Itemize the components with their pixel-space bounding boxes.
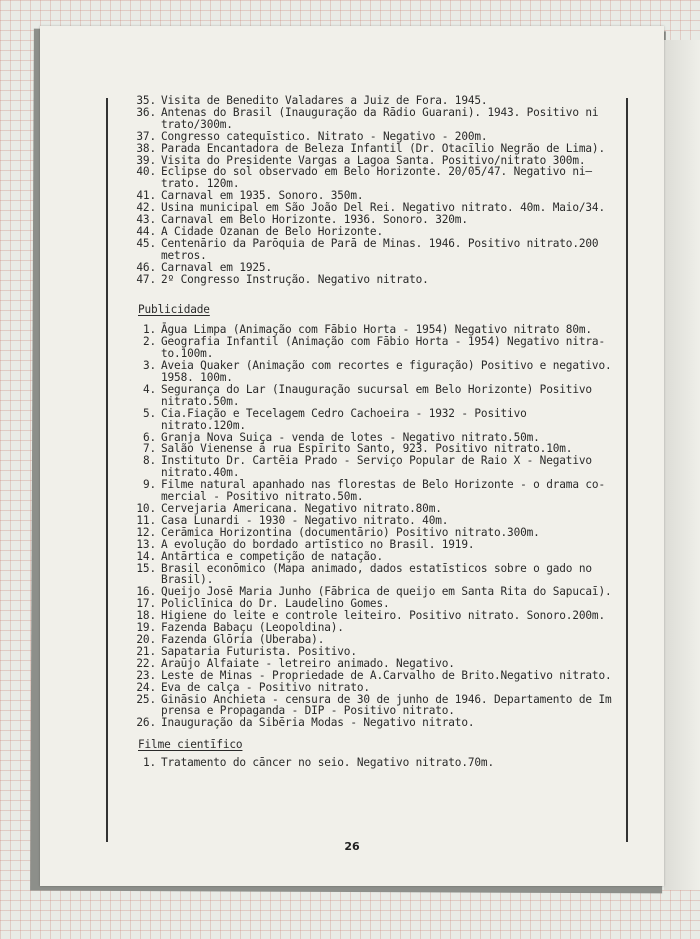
list-item	[134, 757, 618, 769]
item-text: Cerāmica Horizontina (documentārio) Positivo nitrato.300m.	[161, 525, 540, 539]
item-number: 46.	[136, 260, 156, 274]
item-text: Gināsio Anchieta - censura de 30 de junho de 1946. Departamento de Im prensa e Propaganda - DIP - Positivo nitrato.	[161, 692, 612, 718]
item-number: 5.	[142, 406, 156, 420]
item-number: 26.	[136, 716, 156, 730]
item-number: 10.	[136, 502, 156, 515]
list-item	[134, 107, 618, 131]
list-item	[134, 360, 618, 384]
next-page-edge	[664, 40, 700, 890]
list-item	[134, 336, 618, 360]
page-content	[134, 95, 618, 769]
item-text: Filme natural apanhado nas florestas de Belo Horizonte - o drama co- mercial - Positivo nitrato.50m.	[161, 478, 605, 504]
item-text: Āgua Limpa (Animação com Fābio Horta - 1954) Negativo nitrato 80m.	[161, 323, 592, 337]
item-text: Eva de calça - Positivo nitrato.	[161, 680, 370, 694]
item-text: Higiene do leite e controle leiteiro. Positivo nitrato. Sonoro.200m.	[161, 609, 605, 623]
item-text: Aveia Quaker (Animação com recortes e figuração) Positivo e negativo. 1958. 100m.	[161, 359, 612, 385]
item-number: 9.	[142, 478, 156, 492]
item-text: Parada Encantadora de Beleza Infantil (Dr. Otacīlio Negrão de Lima).	[161, 141, 605, 155]
item-number: 39.	[136, 153, 156, 167]
item-number: 35.	[136, 94, 156, 107]
item-text: Sapataria Futurista. Positivo.	[161, 644, 357, 658]
item-number: 21.	[136, 644, 156, 658]
section-heading-filme-cientifico: Filme cientīfico	[138, 738, 243, 752]
item-text: A Cidade Ozanan de Belo Horizonte.	[161, 224, 383, 238]
item-number: 42.	[136, 201, 156, 215]
item-text: Casa Lunardi - 1930 - Negativo nitrato. 40m.	[161, 513, 449, 527]
item-text: Tratamento do cāncer no seio. Negativo nitrato.70m.	[161, 756, 494, 770]
film-list-cientifico	[134, 757, 618, 769]
item-text: Geografia Infantil (Animação com Fābio Horta - 1954) Negativo nitra- to.100m.	[161, 335, 605, 361]
item-number: 18.	[136, 609, 156, 623]
item-number: 45.	[136, 236, 156, 250]
page-number: 26	[344, 840, 360, 853]
list-item	[134, 527, 618, 539]
list-item	[134, 646, 618, 658]
film-list-main	[134, 95, 618, 286]
item-number: 38.	[136, 141, 156, 155]
list-item	[134, 717, 618, 729]
list-item	[134, 384, 618, 408]
item-text: Leste de Minas - Propriedade de A.Carvalho de Brito.Negativo nitrato.	[161, 668, 612, 682]
item-text: Visita do Presidente Vargas a Lagoa Santa. Positivo/nitrato 300m.	[161, 153, 586, 167]
item-number: 4.	[142, 382, 156, 396]
list-item	[134, 563, 618, 587]
item-text: Visita de Benedito Valadares a Juiz de Fora. 1945.	[161, 94, 488, 107]
right-margin-rule	[626, 98, 628, 842]
item-number: 23.	[136, 668, 156, 682]
item-text: Cia.Fiação e Tecelagem Cedro Cachoeira - 1932 - Positivo nitrato.120m.	[161, 406, 527, 432]
item-text: Fazenda Glōria (Uberaba).	[161, 632, 325, 646]
item-number: 17.	[136, 597, 156, 611]
left-margin-rule	[106, 98, 108, 842]
list-item	[134, 670, 618, 682]
item-number: 43.	[136, 213, 156, 227]
item-text: Policlīnica do Dr. Laudelino Gomes.	[161, 597, 390, 611]
item-text: Carnaval em Belo Horizonte. 1936. Sonoro. 320m.	[161, 213, 468, 227]
item-text: A evolução do bordado artīstico no Brasil. 1919.	[161, 537, 475, 551]
item-number: 37.	[136, 129, 156, 143]
list-item	[134, 479, 618, 503]
list-item	[134, 539, 618, 551]
item-text: Congresso catequīstico. Nitrato - Negativo - 200m.	[161, 129, 488, 143]
item-number: 1.	[142, 756, 156, 770]
list-item	[134, 551, 618, 563]
item-number: 19.	[136, 621, 156, 635]
list-item	[134, 131, 618, 143]
item-text: Cervejaria Americana. Negativo nitrato.80m.	[161, 502, 442, 515]
item-text: Usina municipal em São João Del Rei. Negativo nitrato. 40m. Maio/34.	[161, 201, 605, 215]
item-number: 15.	[136, 561, 156, 575]
item-number: 13.	[136, 537, 156, 551]
item-text: Carnaval em 1935. Sonoro. 350m.	[161, 189, 364, 203]
list-item	[134, 455, 618, 479]
list-item	[134, 694, 618, 718]
item-text: 2º Congresso Instrução. Negativo nitrato.	[161, 272, 429, 286]
item-text: Instituto Dr. Cartēia Prado - Serviço Popular de Raio X - Negativo nitrato.40m.	[161, 454, 592, 480]
list-item	[134, 238, 618, 262]
item-number: 3.	[142, 359, 156, 373]
item-text: Antenas do Brasil (Inauguração da Rādio Guarani). 1943. Positivo ni trato/300m.	[161, 105, 599, 131]
film-list-publicidade	[134, 324, 618, 729]
item-text: Antārtica e competição de natação.	[161, 549, 383, 563]
list-item	[134, 408, 618, 432]
item-number: 40.	[136, 165, 156, 179]
item-number: 22.	[136, 656, 156, 670]
item-number: 25.	[136, 692, 156, 706]
item-number: 14.	[136, 549, 156, 563]
list-item	[134, 658, 618, 670]
item-number: 2.	[142, 335, 156, 349]
item-number: 7.	[142, 442, 156, 456]
item-text: Granja Nova Suiça - venda de lotes - Negativo nitrato.50m.	[161, 430, 540, 444]
list-item	[134, 166, 618, 190]
item-number: 41.	[136, 189, 156, 203]
item-text: Eclipse do sol observado em Belo Horizonte. 20/05/47. Negativo ni— trato. 120m.	[161, 165, 592, 191]
item-number: 44.	[136, 224, 156, 238]
document-page	[40, 26, 664, 886]
section-heading-publicidade: Publicidade	[138, 302, 210, 316]
item-number: 6.	[142, 430, 156, 444]
list-item	[134, 682, 618, 694]
item-text: Segurança do Lar (Inauguração sucursal em Belo Horizonte) Positivo nitrato.50m.	[161, 382, 592, 408]
item-number: 12.	[136, 525, 156, 539]
item-number: 20.	[136, 632, 156, 646]
item-number: 8.	[142, 454, 156, 468]
item-text: Araūjo Alfaiate - letreiro animado. Negativo.	[161, 656, 455, 670]
item-number: 36.	[136, 105, 156, 119]
item-number: 11.	[136, 513, 156, 527]
item-text: Queijo Josē Maria Junho (Fābrica de queijo em Santa Rita do Sapucaī).	[161, 585, 612, 599]
item-number: 1.	[142, 323, 156, 337]
list-item	[134, 143, 618, 155]
item-text: Salão Vienense ā rua Espīrito Santo, 923. Positivo nitrato.10m.	[161, 442, 573, 456]
item-number: 47.	[136, 272, 156, 286]
item-text: Carnaval em 1925.	[161, 260, 272, 274]
item-text: Centenārio da Parōquia de Parā de Minas. 1946. Positivo nitrato.200 metros.	[161, 236, 599, 262]
item-text: Brasil econōmico (Mapa animado, dados estatīsticos sobre o gado no Brasil).	[161, 561, 592, 587]
list-item	[134, 262, 618, 274]
item-number: 24.	[136, 680, 156, 694]
list-item	[134, 274, 618, 286]
item-number: 16.	[136, 585, 156, 599]
item-text: Inauguração da Sibēria Modas - Negativo nitrato.	[161, 716, 475, 730]
item-text: Fazenda Babaçu (Leopoldina).	[161, 621, 344, 635]
